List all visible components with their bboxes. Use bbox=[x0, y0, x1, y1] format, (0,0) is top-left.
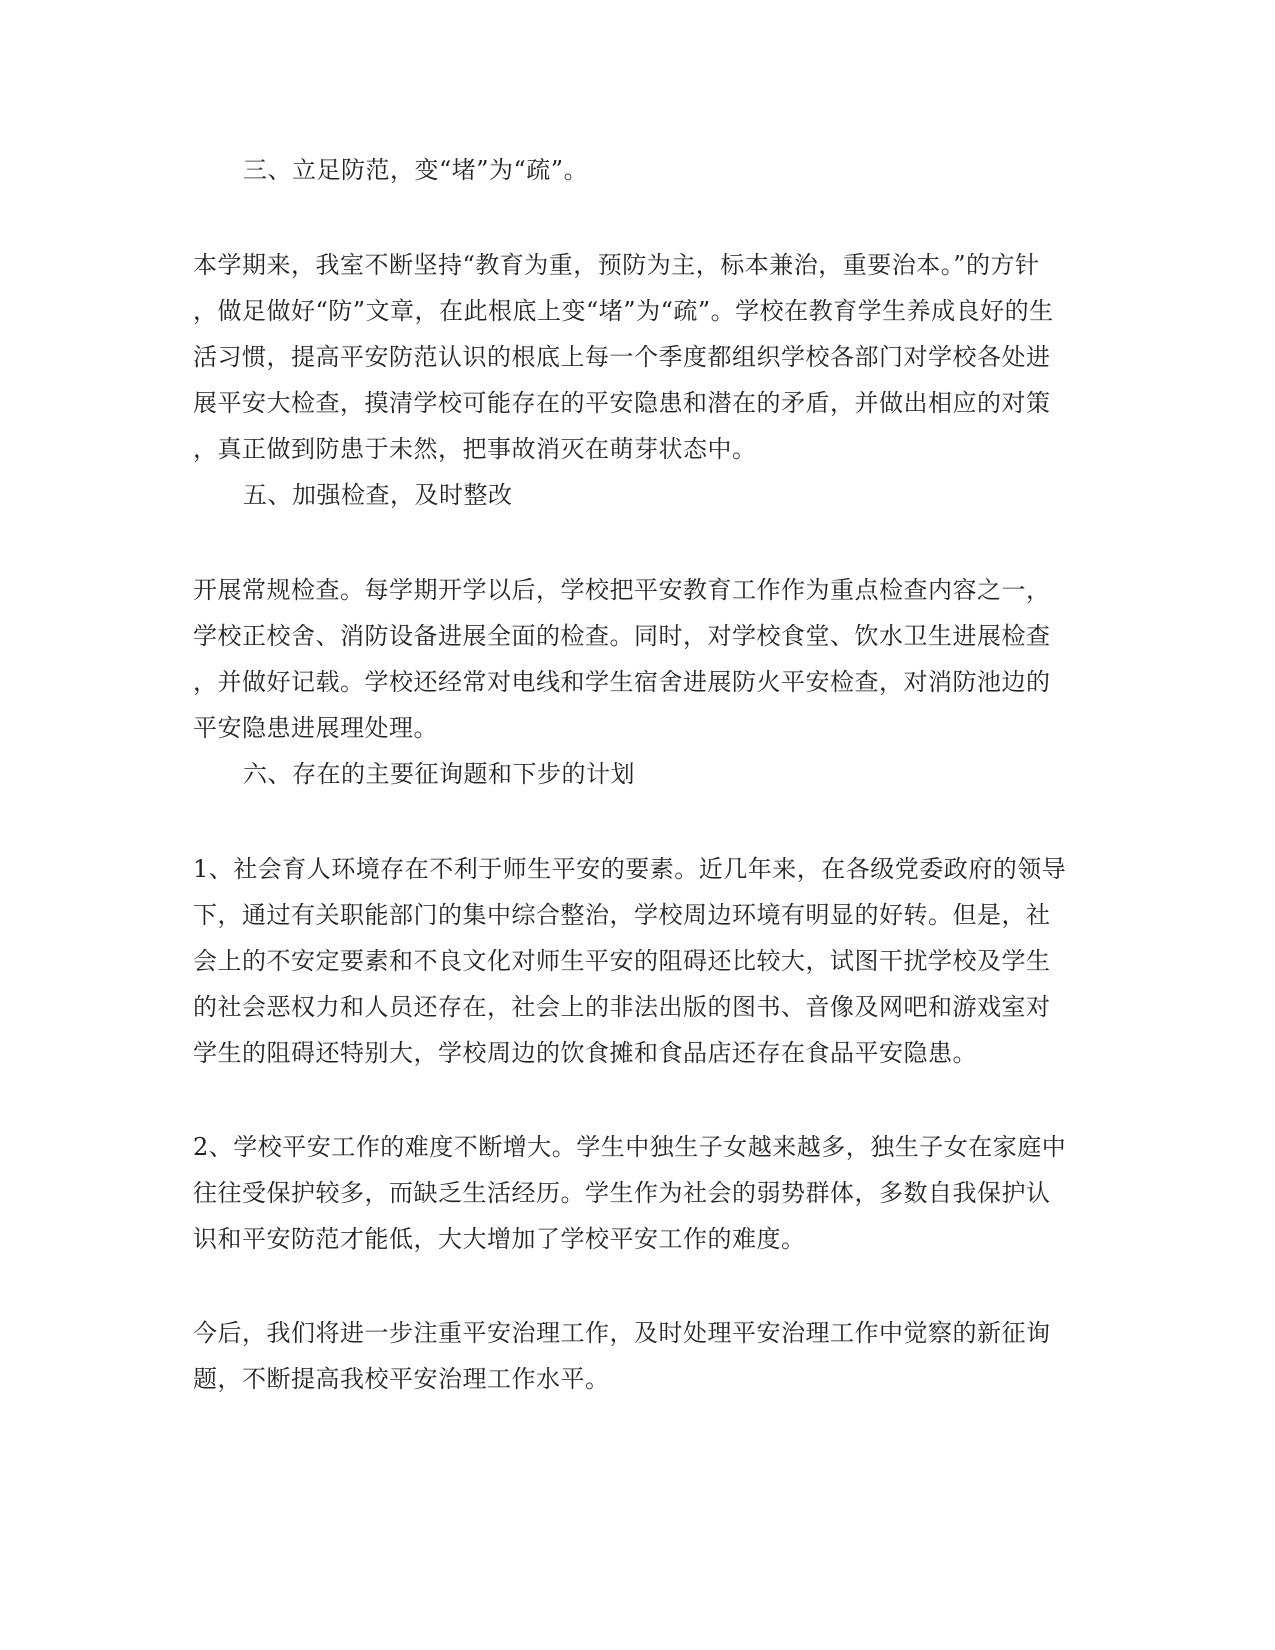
section-heading-3: 三、立足防范，变“堵”为“疏”。 bbox=[243, 156, 589, 184]
paragraph-line: 识和平安防范才能低，大大增加了学校平安工作的难度。 bbox=[193, 1225, 806, 1253]
paragraph-line: 学校正校舍、消防设备进展全面的检查。同时，对学校食堂、饮水卫生进展检查 bbox=[193, 622, 1051, 650]
paragraph-line: 开展常规检查。每学期开学以后，学校把平安教育工作作为重点检查内容之一， bbox=[193, 576, 1051, 604]
paragraph-line: 活习惯，提高平安防范认识的根底上每一个季度都组织学校各部门对学校各处进 bbox=[193, 343, 1051, 371]
paragraph-line: ，做足做好“防”文章，在此根底上变“堵”为“疏”。学校在教育学生养成良好的生 bbox=[193, 297, 1054, 325]
section-heading-6: 六、存在的主要征询题和下步的计划 bbox=[243, 760, 635, 788]
paragraph-line: 本学期来，我室不断坚持“教育为重，预防为主，标本兼治，重要治本。”的方针 bbox=[193, 251, 1040, 279]
section-heading-5: 五、加强检查，及时整改 bbox=[243, 481, 513, 509]
paragraph-line: 1、社会育人环境存在不利于师生平安的要素。近几年来，在各级党委政府的领导 bbox=[193, 855, 1067, 883]
paragraph-line: 学生的阻碍还特别大，学校周边的饮食摊和食品店还存在食品平安隐患。 bbox=[193, 1039, 977, 1067]
paragraph-line: 下，通过有关职能部门的集中综合整治，学校周边环境有明显的好转。但是，社 bbox=[193, 901, 1051, 929]
paragraph-line: 展平安大检查，摸清学校可能存在的平安隐患和潜在的矛盾，并做出相应的对策 bbox=[193, 389, 1051, 417]
paragraph-line: ，并做好记载。学校还经常对电线和学生宿舍进展防火平安检查，对消防池边的 bbox=[193, 668, 1051, 696]
paragraph-line: 2、学校平安工作的难度不断增大。学生中独生子女越来越多，独生子女在家庭中 bbox=[193, 1133, 1067, 1161]
paragraph-line: ，真正做到防患于未然，把事故消灭在萌芽状态中。 bbox=[193, 435, 757, 463]
paragraph-line: 题，不断提高我校平安治理工作水平。 bbox=[193, 1365, 610, 1393]
paragraph-line: 往往受保护较多，而缺乏生活经历。学生作为社会的弱势群体，多数自我保护认 bbox=[193, 1179, 1051, 1207]
paragraph-line: 会上的不安定要素和不良文化对师生平安的阻碍还比较大，试图干扰学校及学生 bbox=[193, 947, 1051, 975]
paragraph-line: 平安隐患进展理处理。 bbox=[193, 714, 438, 742]
paragraph-line: 今后，我们将进一步注重平安治理工作，及时处理平安治理工作中觉察的新征询 bbox=[193, 1319, 1051, 1347]
paragraph-line: 的社会恶权力和人员还存在，社会上的非法出版的图书、音像及网吧和游戏室对 bbox=[193, 993, 1051, 1021]
